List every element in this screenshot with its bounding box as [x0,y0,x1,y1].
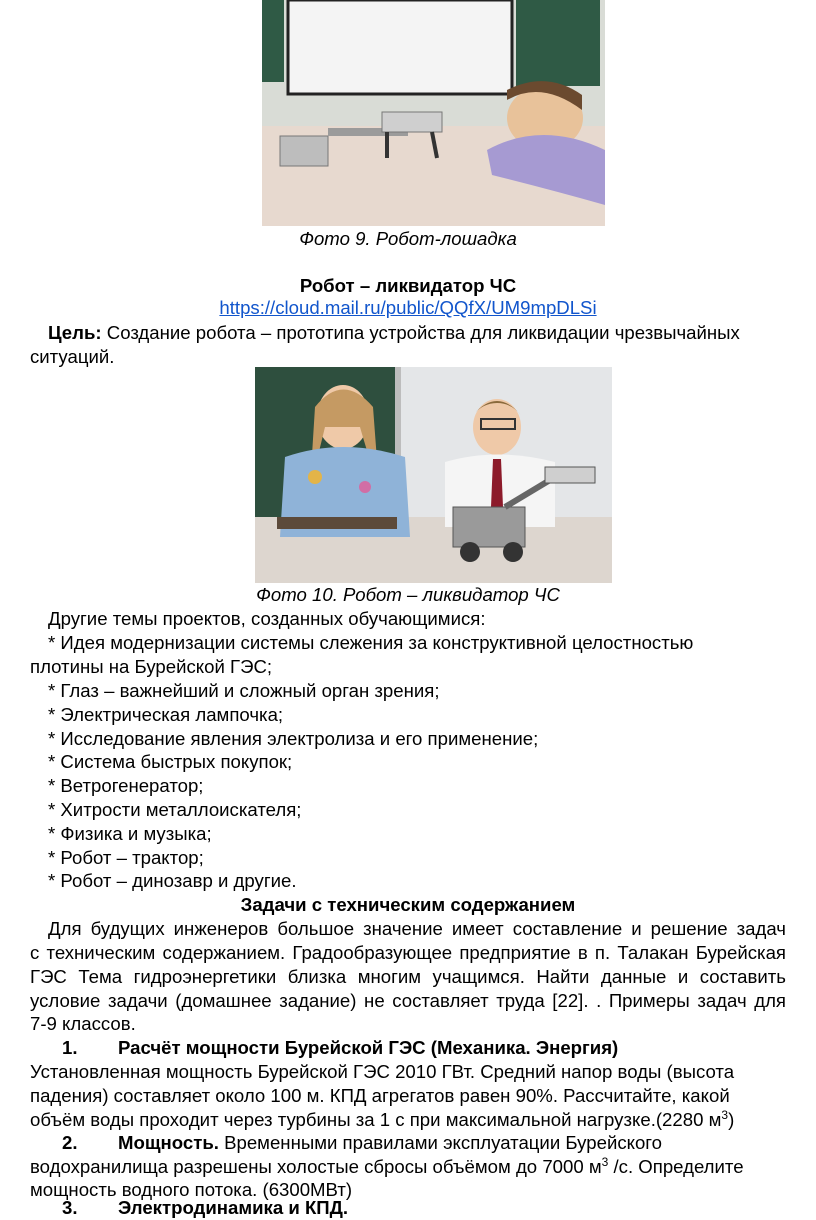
task3-heading [62,1196,816,1220]
topic-item: * Хитрости металлоискателя; [48,799,302,820]
task1-number: 1. [62,1037,78,1058]
topic-item-1-cont: плотины на Бурейской ГЭС; [30,656,273,677]
task1-title: Расчёт мощности Бурейской ГЭС (Механика. Энергия) [118,1037,619,1058]
link-row [30,296,786,320]
topic-item-1: * Идея модернизации системы слежения за конструктивной целостностью [48,632,694,653]
photo-robot-horse [262,0,605,226]
task2-heading [62,1131,816,1155]
task2-line1: Временными правилами эксплуатации Бурейского [218,1132,663,1153]
tasks-para-line: с техническим содержанием. Градообразующее предприятие в п. Талакан Бурейская [30,942,786,963]
task2-number: 2. [62,1132,78,1153]
tasks-para-line: условие задачи (домашнее задание) не составляет труда [22]. . Примеры задач для [30,990,786,1011]
task1-end: ) [728,1109,735,1130]
robot-liquidator-image [255,367,612,583]
goal-line [48,321,804,345]
goal-text-cont: ситуаций. [30,346,115,367]
topics-intro: Другие темы проектов, созданных обучающимися: [48,608,486,629]
goal-text: Создание робота – прототипа устройства для ликвидации чрезвычайных [101,322,740,343]
topic-item: * Глаз – важнейший и сложный орган зрения; [48,680,440,701]
task2-line2-end: /с. Определите [608,1156,744,1177]
task1-last-line [30,1108,786,1132]
topic-item: * Ветрогенератор; [48,775,204,796]
topic-item: * Исследование явления электролиза и его применение; [48,728,539,749]
tasks-para-line: 7-9 классов. [30,1013,136,1034]
task1-sup: 3 [721,1107,729,1122]
task3-number: 3. [62,1197,78,1218]
task2-line3: мощность водного потока. (6300МВт) [30,1179,353,1200]
task3-title: Электродинамика и КПД. [118,1197,349,1218]
section-title-robot-liquidator: Робот – ликвидатор ЧС [299,275,517,296]
photo10-caption: Фото 10. Робот – ликвидатор ЧС [256,584,560,605]
task1-line: Установленная мощность Бурейской ГЭС 2010 ГВт. Средний напор воды (высота [30,1061,735,1082]
robot-horse-image [262,0,605,226]
topic-item: * Физика и музыка; [48,823,212,844]
topic-item: * Робот – трактор; [48,847,204,868]
task1-line: падения) составляет около 100 м. КПД агрегатов равен 90%. Рассчитайте, какой [30,1085,730,1106]
tasks-para-line: Для будущих инженеров большое значение имеет составление и решение задач [48,918,786,939]
topic-item: * Робот – динозавр и другие. [48,870,297,891]
photo-robot-liquidator [255,367,612,583]
task2-line2 [30,1155,786,1179]
task1-heading [62,1036,816,1060]
photo9-caption: Фото 9. Робот-лошадка [299,228,517,249]
section-title-tasks: Задачи с техническим содержанием [240,894,576,915]
goal-label: Цель: [48,322,102,343]
topic-item: * Система быстрых покупок; [48,751,293,772]
task2-sup: 3 [601,1154,609,1169]
task2-title: Мощность. [118,1132,219,1153]
tasks-para-line: ГЭС Тема гидроэнергетики близка многим учащимся. Найти данные и составить [30,966,786,987]
task2-line2-text: водохранилища разрешены холостые сбросы объёмом до 7000 м [30,1156,602,1177]
cloud-link[interactable]: https://cloud.mail.ru/public/QQfX/UM9mpDLSi [219,297,597,318]
topic-item: * Электрическая лампочка; [48,704,284,725]
task1-last-text: объём воды проходит через турбины за 1 с при максимальной нагрузке.(2280 м [30,1109,722,1130]
